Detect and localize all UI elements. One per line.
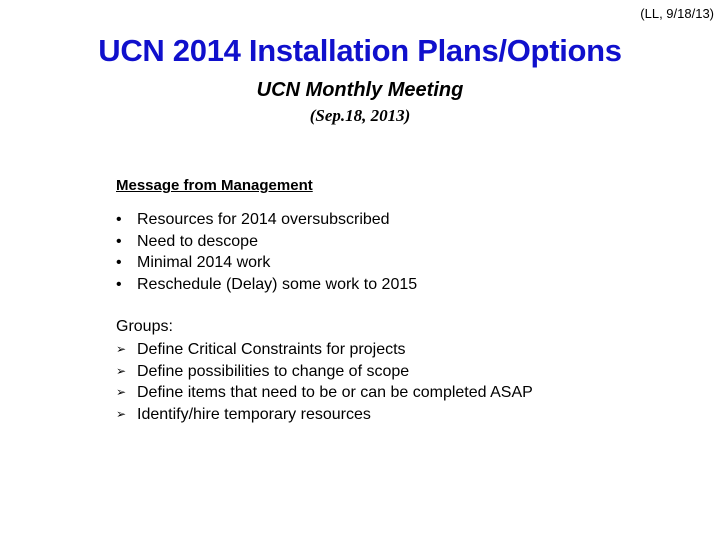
corner-note: (LL, 9/18/13) (640, 6, 714, 21)
list-item: ➢ Define items that need to be or can be completed ASAP (116, 382, 533, 404)
arrow-bullet-icon: ➢ (116, 406, 127, 421)
arrow-bullet-icon: ➢ (116, 385, 127, 399)
list-item: • Minimal 2014 work (116, 252, 417, 274)
arrow-bullet-icon: ➢ (116, 363, 127, 378)
message-heading: Message from Management (116, 177, 313, 194)
list-item: ➢ Define possibilities to change of scope (116, 361, 533, 383)
slide-subtitle: UCN Monthly Meeting (256, 79, 464, 101)
bullet-icon: • (116, 254, 122, 271)
groups-label: Groups: (116, 318, 173, 335)
list-item: ➢ Define Critical Constraints for projects (116, 339, 533, 361)
groups-list (116, 339, 533, 425)
message-list (116, 209, 417, 295)
slide-title: UCN 2014 Installation Plans/Options (98, 33, 622, 68)
meeting-date: (Sep.18, 2013) (309, 106, 411, 125)
bullet-icon: • (116, 275, 122, 293)
arrow-bullet-icon: ➢ (116, 342, 127, 356)
list-item: • Reschedule (Delay) some work to 2015 (116, 274, 417, 296)
bullet-icon: • (116, 232, 122, 250)
bullet-icon: • (116, 211, 122, 228)
list-item: • Resources for 2014 oversubscribed (116, 209, 417, 231)
list-item: ➢ Identify/hire temporary resources (116, 404, 533, 426)
list-item: • Need to descope (116, 231, 417, 253)
